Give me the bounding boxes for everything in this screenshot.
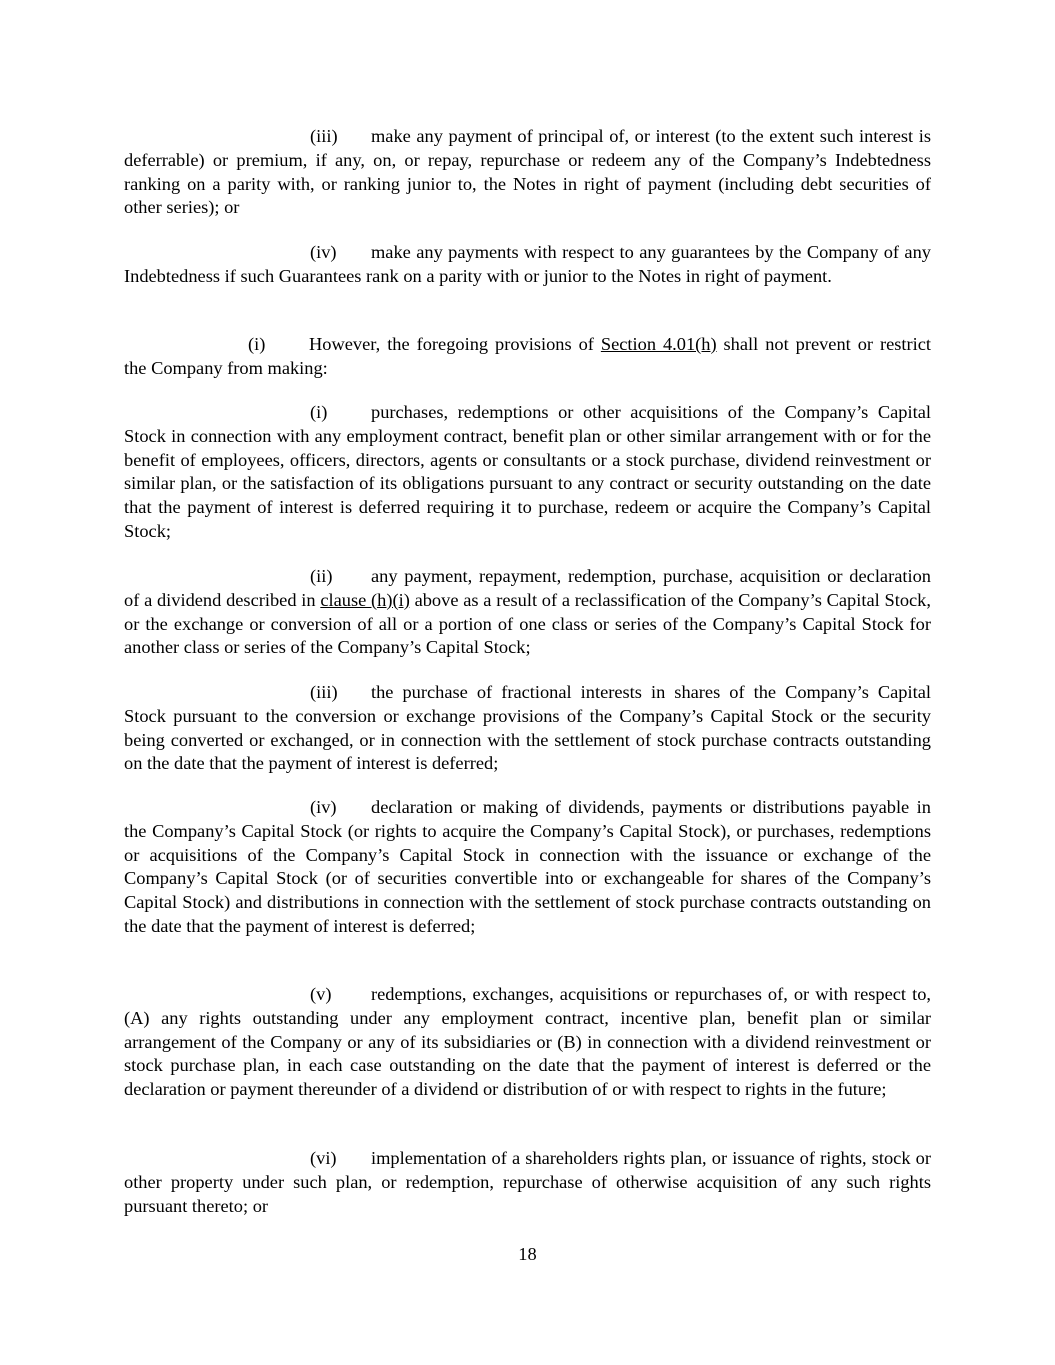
item-number: (i) — [310, 402, 328, 422]
clause-reference-link[interactable]: clause (h)(i) — [320, 589, 410, 610]
paragraph-text: implementation of a shareholders rights plan, or issuance of rights, stock or other property under such plan, or redemption, repurchase of otherwise acquisition of any such rights pursuant thereto; or — [124, 1148, 931, 1216]
item-number: (i) — [248, 334, 266, 354]
item-number: (iv) — [310, 797, 337, 817]
paragraph-text-before: any payment, repayment, redemption, purchase, acquisition or declaration of a dividend described in — [124, 566, 931, 610]
item-number: (vi) — [310, 1148, 337, 1168]
item-number: (iii) — [310, 682, 338, 702]
paragraph-i-exceptions-intro — [124, 333, 931, 381]
paragraph-iii-fractional-interests — [124, 681, 931, 776]
paragraph-iii-payment-of-principal — [124, 125, 931, 220]
section-reference-link[interactable]: Section 4.01(h) — [600, 334, 717, 354]
paragraph-iv-dividends — [124, 796, 931, 939]
paragraph-ii-reclassification — [124, 565, 931, 660]
paragraph-text-before: However, the foregoing provisions of — [309, 334, 601, 354]
paragraph-iv-guarantee-payments — [124, 241, 931, 289]
page-number: 18 — [518, 1244, 537, 1264]
paragraph-text: make any payments with respect to any guarantees by the Company of any Indebtedness if such Guarantees rank on a parity with or junior to the Notes in right of payment. — [124, 242, 931, 286]
item-number: (iii) — [310, 126, 338, 146]
paragraph-v-redemptions-exchanges — [124, 983, 931, 1102]
item-number: (ii) — [310, 566, 333, 586]
paragraph-text-after: shall not prevent or restrict the Company from making: — [124, 334, 932, 378]
item-number: (v) — [310, 984, 332, 1004]
paragraph-text: declaration or making of dividends, payments or distributions payable in the Company’s Capital Stock (or rights to acquire the Company’s Capital Stock), or purchases, redemptions or acquisitions of the Company’s Capital Stock in connection with the issuance or exchange of the Company’s Capital Stock (or of securities convertible into or exchangeable for shares of the Company’s Capital Stock) and distributions in connection with the settlement of stock purchase contracts outstanding on the date that the payment of interest is deferred; — [124, 797, 931, 936]
paragraph-text: redemptions, exchanges, acquisitions or repurchases of, or with respect to, (A) any rights outstanding under any employment contract, incentive plan, benefit plan or similar arrangement of the Company or any of its subsidiaries or (B) in connection with a dividend reinvestment or stock purchase plan, in each case outstanding on the date that the payment of interest is deferred or the declaration or payment thereunder of a dividend or distribution of or with respect to rights in the future; — [124, 984, 931, 1100]
paragraph-text: make any payment of principal of, or interest (to the extent such interest is deferrable) or premium, if any, on, or repay, repurchase or redeem any of the Company’s Indebtedness ranking on a parity with, or ranking junior to, the Notes in right of payment (including debt securities of other series); or — [124, 126, 931, 218]
paragraph-text: purchases, redemptions or other acquisitions of the Company’s Capital Stock in connection with any employment contract, benefit plan or other similar arrangement with or for the benefit of employees, officers, directors, agents or consultants or a stock purchase, dividend reinvestment or similar plan, or the satisfaction of its obligations pursuant to any contract or security outstanding on the date that the payment of interest is deferred requiring it to purchase, redeem or acquire the Company’s Capital Stock; — [124, 402, 931, 541]
item-number: (iv) — [310, 242, 337, 262]
paragraph-vi-shareholders-rights-plan — [124, 1147, 931, 1218]
paragraph-text-after: above as a result of a reclassification of the Company’s Capital Stock, or the exchange or conversion of all or a portion of one class or series of the Company’s Capital Stock for another class or series of the Company’s Capital Stock; — [124, 589, 931, 658]
paragraph-text: the purchase of fractional interests in shares of the Company’s Capital Stock pursuant to the conversion or exchange provisions of the Company’s Capital Stock or the security being converted or exchanged, or in connection with the settlement of stock purchase contracts outstanding on the date that the payment of interest is deferred; — [124, 682, 931, 774]
paragraph-i-capital-stock-purchases — [124, 401, 931, 544]
